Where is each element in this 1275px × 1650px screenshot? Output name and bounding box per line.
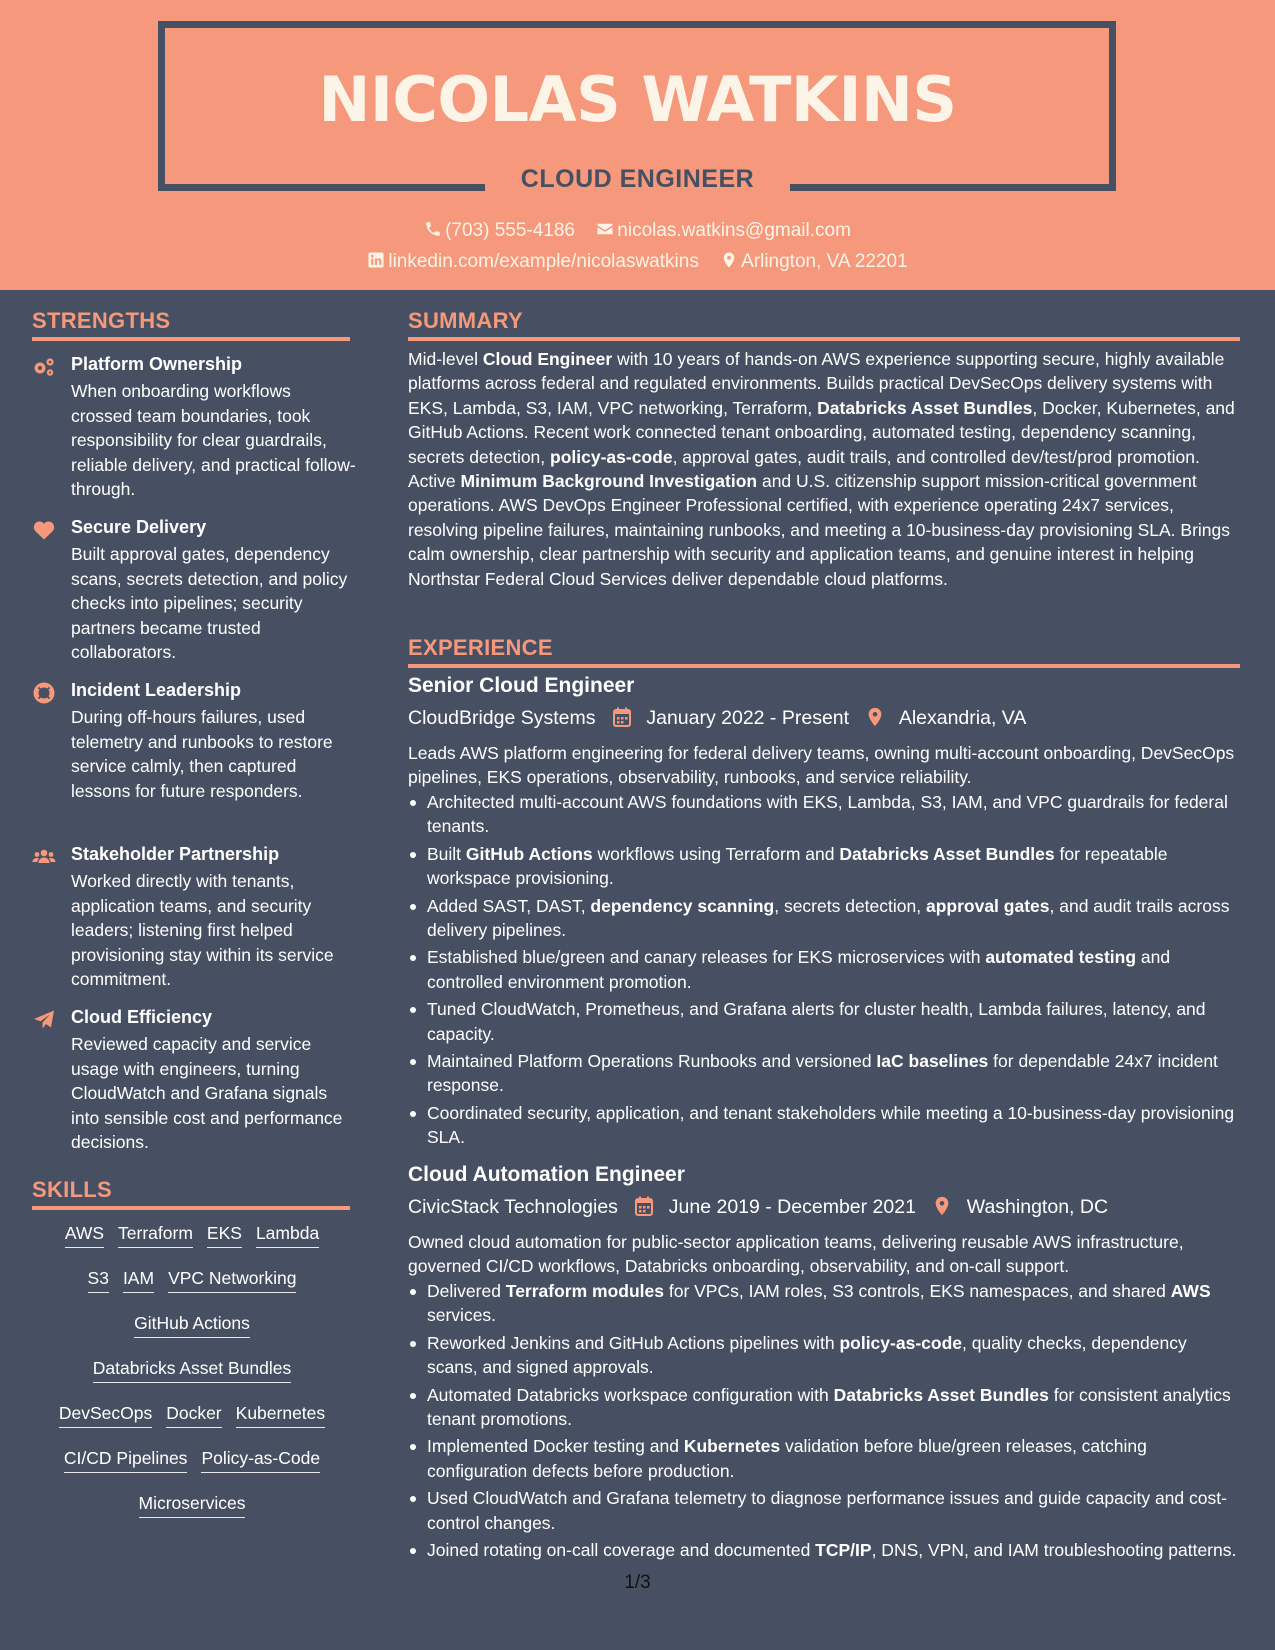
job-company: CloudBridge Systems: [408, 707, 596, 729]
linkedin-contact[interactable]: [367, 251, 698, 273]
phone-icon: [424, 220, 442, 238]
page-indicator: 1/3: [624, 1572, 651, 1593]
skill-tag: S3: [88, 1267, 109, 1293]
calendar-icon: [635, 1196, 653, 1216]
job-meta: [408, 1196, 1108, 1219]
job-bullets: [408, 790, 1240, 1153]
skill-tag: Databricks Asset Bundles: [93, 1357, 291, 1383]
strength-heading: Stakeholder Partnership: [71, 844, 280, 864]
calendar-icon: [613, 707, 631, 727]
strength-heading: Secure Delivery: [71, 517, 207, 537]
job-title: CLOUD ENGINEER: [520, 165, 755, 193]
strength-body: During off-hours failures, used telemetry and runbooks to restore service calmly, then captured lessons for future responders.: [71, 707, 333, 801]
job-role: Cloud Automation Engineer: [408, 1163, 685, 1186]
job-bullet: Delivered Terraform modules for VPCs, IAM roles, S3 controls, EKS namespaces, and shared AWS services.: [408, 1279, 1240, 1328]
job-dates: June 2019 - December 2021: [668, 1196, 916, 1218]
skill-tag: EKS: [207, 1222, 242, 1248]
skills-divider: [32, 1206, 350, 1210]
phone-text: (703) 555-4186: [445, 220, 575, 241]
strength-body: Worked directly with tenants, application teams, and security leaders; listening first helped provisioning stay within its service commitment.: [71, 871, 334, 989]
skill-row: [32, 1447, 352, 1492]
resume-header: [0, 0, 1275, 290]
job-bullet: Built GitHub Actions workflows using Terraform and Databricks Asset Bundles for repeatable workspace provisioning.: [408, 842, 1240, 891]
job-bullet: Tuned CloudWatch, Prometheus, and Grafana alerts for cluster health, Lambda failures, latency, and capacity.: [408, 997, 1240, 1046]
heart-icon: [32, 519, 56, 541]
email-text: nicolas.watkins@gmail.com: [617, 220, 851, 241]
experience-heading: EXPERIENCE: [408, 635, 553, 660]
strengths-heading: STRENGTHS: [32, 308, 171, 333]
paper-plane-icon: [32, 1009, 56, 1031]
job-meta: [408, 707, 1026, 730]
job-bullet: Used CloudWatch and Grafana telemetry to diagnose performance issues and guide capacity and cost-control changes.: [408, 1486, 1240, 1535]
skill-tag: AWS: [65, 1222, 104, 1248]
job-location: Alexandria, VA: [898, 707, 1027, 729]
skill-tag: GitHub Actions: [134, 1312, 250, 1338]
job-bullet: Established blue/green and canary releases for EKS microservices with automated testing and controlled environment promotion.: [408, 945, 1240, 994]
skill-row: [32, 1267, 352, 1312]
map-pin-icon: [866, 707, 884, 727]
strength-body: Built approval gates, dependency scans, secrets detection, and policy checks into pipelines; security partners became trusted collaborators.: [71, 544, 348, 662]
linkedin-text: linkedin.com/example/nicolaswatkins: [388, 251, 699, 272]
job-bullet: Coordinated security, application, and tenant stakeholders while meeting a 10-business-day provisioning SLA.: [408, 1101, 1240, 1150]
location-contact: [720, 251, 908, 273]
skill-row: [32, 1222, 352, 1267]
job-bullet: Maintained Platform Operations Runbooks and versioned IaC baselines for dependable 24x7 incident response.: [408, 1049, 1240, 1098]
skill-tag: VPC Networking: [168, 1267, 296, 1293]
skill-tag: Policy-as-Code: [201, 1447, 320, 1473]
users-icon: [32, 846, 56, 868]
skills-heading: SKILLS: [32, 1177, 113, 1202]
job-description: Owned cloud automation for public-sector application teams, delivering reusable AWS infrastructure, governed CI/CD workflows, Databricks onboarding, observability, and on-call support.: [408, 1232, 1184, 1277]
skill-tag: Docker: [166, 1402, 221, 1428]
job-dates: January 2022 - Present: [646, 707, 850, 729]
job-bullet: Automated Databricks workspace configuration with Databricks Asset Bundles for consistent analytics tenant promotions.: [408, 1383, 1240, 1432]
gears-icon: [32, 356, 56, 378]
skill-tag: Terraform: [118, 1222, 193, 1248]
life-ring-icon: [32, 682, 56, 704]
linkedin-icon: [367, 251, 385, 269]
skill-tag: Lambda: [256, 1222, 319, 1248]
candidate-name: NICOLAS WATKINS: [318, 63, 957, 136]
skill-tag: Kubernetes: [236, 1402, 326, 1428]
skill-tag: DevSecOps: [59, 1402, 152, 1428]
skill-row: [32, 1402, 352, 1447]
envelope-icon: [596, 220, 614, 238]
contact-row-1: [0, 220, 1275, 242]
map-pin-icon: [720, 251, 738, 269]
summary-divider: [408, 337, 1240, 341]
email-contact[interactable]: [596, 220, 851, 242]
map-pin-icon: [933, 1196, 951, 1216]
job-description: Leads AWS platform engineering for federal delivery teams, owning multi-account onboarding, DevSecOps pipelines, EKS operations, observability, runbooks, and service reliability.: [408, 743, 1235, 788]
skill-tag: CI/CD Pipelines: [64, 1447, 188, 1473]
summary-text: Mid-level Cloud Engineer with 10 years of hands-on AWS experience supporting secure, highly available platforms across federal and regulated environments. Builds practical DevSecOps delivery systems with EKS, Lambda, S3, IAM, VPC networking, Terraform, Databricks Asset Bundles, Docker, Kubernetes, and GitHub Actions. Recent work connected tenant onboarding, automated testing, dependency scanning, secrets detection, policy-as-code, approval gates, audit trails, and controlled dev/test/prod promotion. Active Minimum Background Investigation and U.S. citizenship support mission-critical government operations. AWS DevOps Engineer Professional certified, with experience operating 24x7 services, resolving pipeline failures, maintaining runbooks, and meeting a 10-business-day provisioning SLA. Brings calm ownership, clear partnership with security and application teams, and genuine interest in helping Northstar Federal Cloud Services deliver dependable cloud platforms.: [408, 349, 1235, 589]
job-bullet: Architected multi-account AWS foundations with EKS, Lambda, S3, IAM, and VPC guardrails for federal tenants.: [408, 790, 1240, 839]
summary-heading: SUMMARY: [408, 308, 523, 333]
skills-list: [32, 1222, 352, 1537]
skill-row: [32, 1357, 352, 1402]
strengths-divider: [32, 337, 350, 341]
job-role: Senior Cloud Engineer: [408, 674, 635, 697]
job-company: CivicStack Technologies: [408, 1196, 618, 1218]
strength-heading: Incident Leadership: [71, 680, 242, 700]
job-bullet: Reworked Jenkins and GitHub Actions pipelines with policy-as-code, quality checks, dependency scans, and signed approvals.: [408, 1331, 1240, 1380]
phone-contact[interactable]: [424, 220, 575, 242]
experience-divider: [408, 664, 1240, 668]
skill-tag: Microservices: [139, 1492, 246, 1518]
strength-heading: Platform Ownership: [71, 354, 243, 374]
job-bullet: Joined rotating on-call coverage and documented TCP/IP, DNS, VPN, and IAM troubleshooting patterns.: [408, 1538, 1240, 1562]
strength-body: Reviewed capacity and service usage with engineers, turning CloudWatch and Grafana signals into sensible cost and performance decisions.: [71, 1034, 343, 1152]
job-bullet: Implemented Docker testing and Kubernetes validation before blue/green releases, catching configuration defects before production.: [408, 1434, 1240, 1483]
strength-heading: Cloud Efficiency: [71, 1007, 213, 1027]
job-location: Washington, DC: [966, 1196, 1109, 1218]
job-bullet: Added SAST, DAST, dependency scanning, secrets detection, approval gates, and audit trails across delivery pipelines.: [408, 894, 1240, 943]
location-text: Arlington, VA 22201: [741, 251, 908, 272]
job-bullets: [408, 1279, 1240, 1565]
skill-row: [32, 1492, 352, 1537]
contact-row-2: [0, 251, 1275, 273]
strength-body: When onboarding workflows crossed team boundaries, took responsibility for clear guardrails, reliable delivery, and practical follow-through.: [71, 381, 356, 499]
skill-row: [32, 1312, 352, 1357]
skill-tag: IAM: [123, 1267, 154, 1293]
